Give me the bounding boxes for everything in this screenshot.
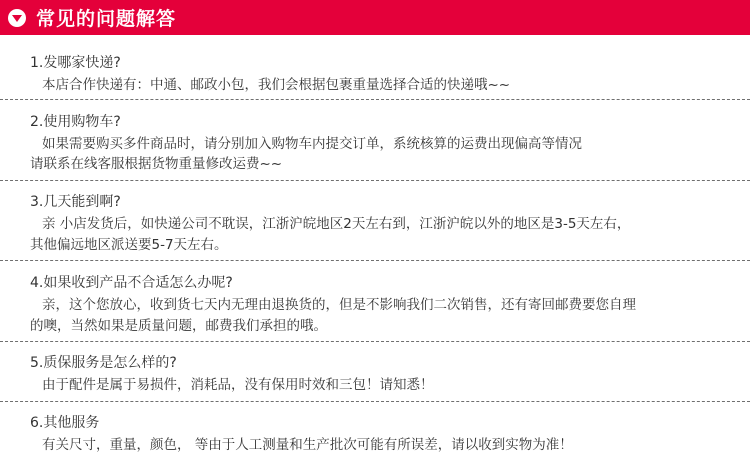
faq-answer-4-line-1: 亲，这个您放心，收到货七天内无理由退换货的，但是不影响我们二次销售，还有寄回邮费要您自理 [42,297,636,313]
divider [0,341,750,342]
faq-question-4: 4.如果收到产品不合适怎么办呢? [30,275,233,291]
faq-header [0,0,750,35]
faq-answer-4-line-2: 的噢，当然如果是质量问题，邮费我们承担的哦。 [30,318,327,334]
faq-question-1: 1.发哪家快递? [30,55,121,71]
page-title: 常见的问题解答 [36,8,177,30]
divider [0,260,750,261]
divider [0,180,750,181]
faq-question-3: 3.几天能到啊? [30,194,121,210]
faq-answer-3-line-2: 其他偏远地区派送要5-7天左右。 [30,237,228,253]
faq-answer-3-line-1: 亲 小店发货后，如快递公司不耽误，江浙沪皖地区2天左右到，江浙沪皖以外的地区是3-5天左右， [42,216,631,232]
faq-question-2: 2.使用购物车? [30,114,121,130]
faq-answer-2-line-2: 请联系在线客服根据货物重量修改运费~~ [30,156,283,172]
faq-question-6: 6.其他服务 [30,415,100,431]
faq-answer-6-line-1: 有关尺寸，重量，颜色， 等由于人工测量和生产批次可能有所误差，请以收到实物为准！ [42,437,573,453]
chevron-down-icon [8,9,26,27]
faq-answer-5-line-1: 由于配件是属于易损件，消耗品，没有保用时效和三包！请知悉！ [42,377,434,393]
faq-answer-2-line-1: 如果需要购买多件商品时，请分别加入购物车内提交订单，系统核算的运费出现偏高等情况 [42,136,582,152]
divider [0,99,750,100]
divider [0,401,750,402]
faq-answer-1-line-1: 本店合作快递有：中通、邮政小包，我们会根据包裹重量选择合适的快递哦~~ [42,77,511,93]
faq-question-5: 5.质保服务是怎么样的? [30,355,177,371]
